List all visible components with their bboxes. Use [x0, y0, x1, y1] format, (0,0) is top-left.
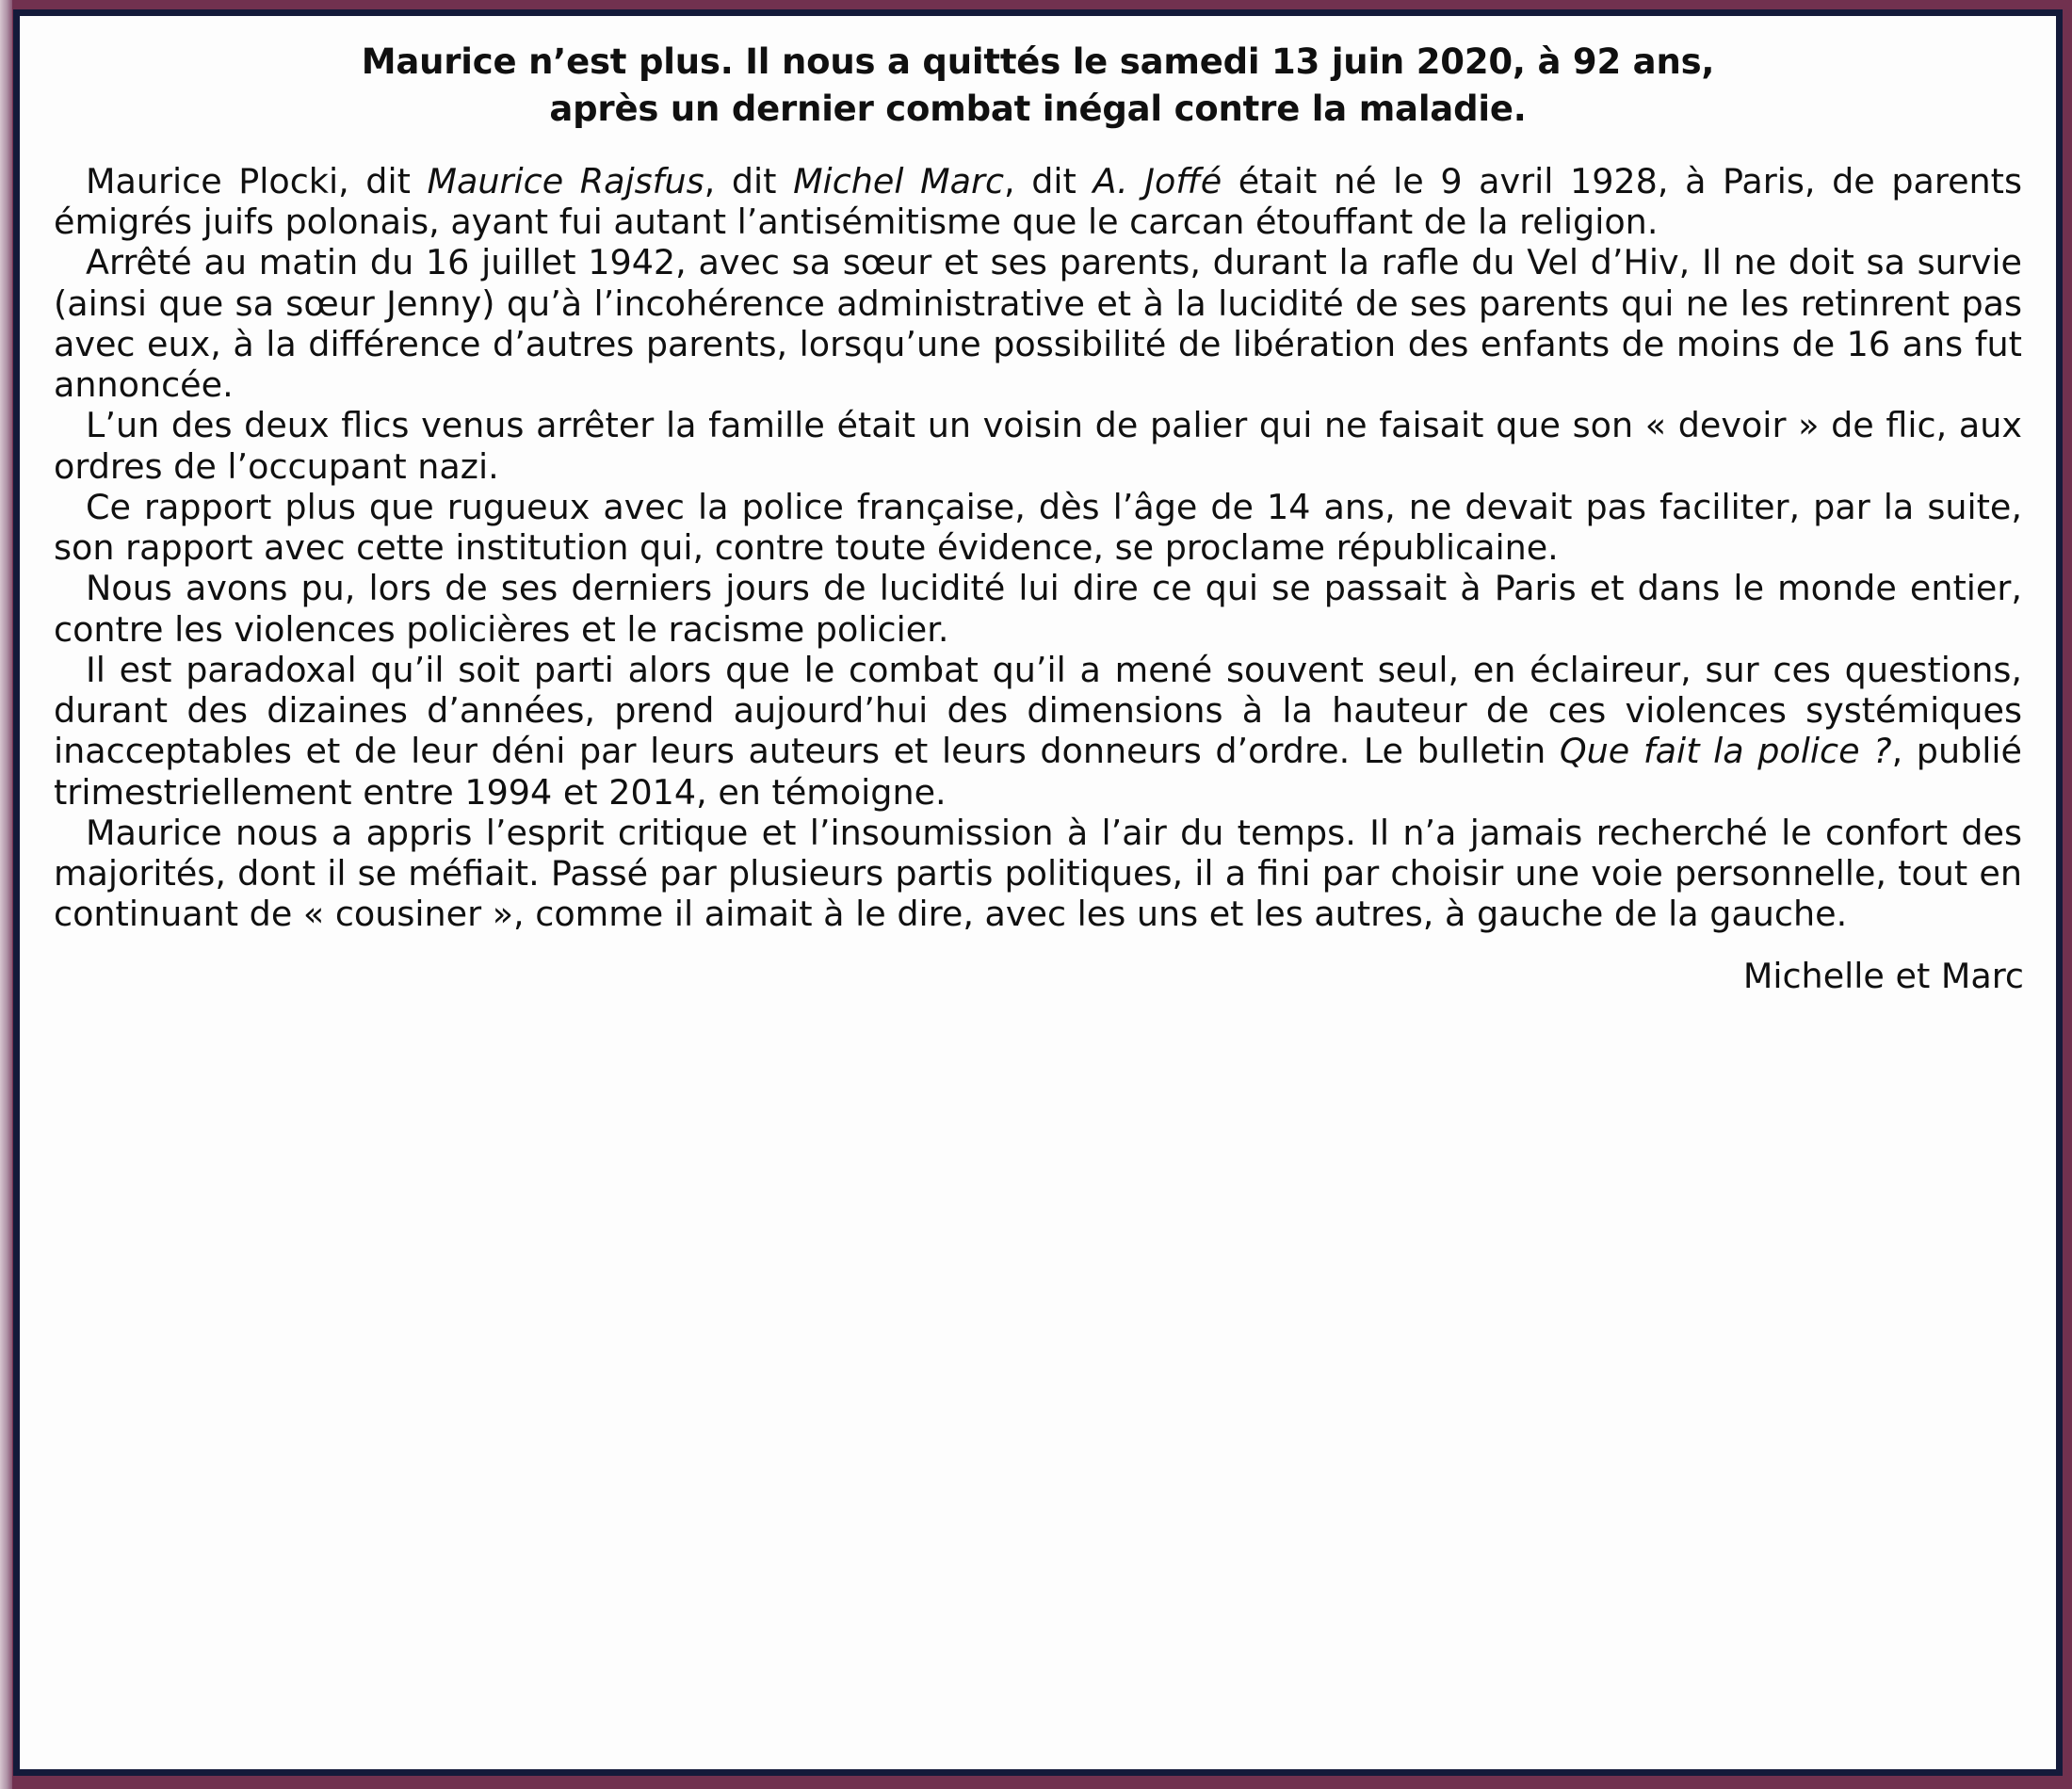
body-paragraph [54, 650, 2022, 813]
body-paragraph [54, 405, 2022, 487]
headline-line-1: Maurice n’est plus. Il nous a quittés le samedi 13 juin 2020, à 92 ans, [361, 41, 1715, 82]
emphasized-text: Michel Marc [793, 160, 1005, 201]
notice-body [54, 161, 2022, 935]
body-text-run: était né le 9 avril 1928, à Paris, de parents émigrés juifs polonais, ayant fui autant l’antisémitisme que le carcan étouffant de la religion. [54, 160, 2023, 243]
body-text-run: L’un des deux flics venus arrêter la famille était un voisin de palier qui ne faisait que son « devoir » de flic, aux ordres de l’occupant nazi. [54, 405, 2022, 487]
body-paragraph [54, 487, 2022, 569]
notice-content [48, 39, 2028, 1765]
scan-edge-artifact [0, 0, 12, 1789]
body-text-run: , dit [1004, 160, 1093, 201]
emphasized-text: A. Joffé [1093, 160, 1222, 201]
body-text-run: Nous avons pu, lors de ses derniers jours de lucidité lui dire ce qui se passait à Paris et dans le monde entier, contre les violences policières et le racisme policier. [54, 568, 2022, 650]
notice-signature: Michelle et Marc [1742, 955, 2024, 996]
emphasized-text: Que fait la police ? [1559, 731, 1892, 772]
body-paragraph [54, 242, 2022, 405]
body-text-run: Arrêté au matin du 16 juillet 1942, avec sa sœur et ses parents, durant la rafle du Vel d’Hiv, Il ne doit sa survie (ainsi que sa sœur Jenny) qu’à l’incohérence administrative et à la lucidité de ses parents qui ne les retinrent pas avec eux, à la différence d’autres parents, lorsqu’une possibilité de libération des enfants de moins de 16 ans fut annoncée. [54, 242, 2022, 406]
body-paragraph [54, 568, 2022, 650]
body-text-run: Maurice nous a appris l’esprit critique et l’insoumission à l’air du temps. Il n’a jamais recherché le confort des majorités, dont il se méfiait. Passé par plusieurs partis politiques, il a fini par choisir une voie personnelle, tout en continuant de « cousiner », comme il aimait à le dire, avec les uns et les autres, à gauche de la gauche. [54, 812, 2022, 935]
emphasized-text: Maurice Rajsfus [427, 160, 704, 201]
body-text-run: Ce rapport plus que rugueux avec la police française, dès l’âge de 14 ans, ne devait pas faciliter, par la suite, son rapport avec cette institution qui, contre toute évidence, se proclame républicaine. [54, 486, 2022, 569]
body-paragraph [54, 813, 2022, 935]
body-paragraph [54, 161, 2022, 243]
body-text-run: , publié trimestriellement entre 1994 et 2014, en témoigne. [54, 731, 2022, 813]
headline-line-2: après un dernier combat inégal contre la maladie. [549, 88, 1527, 129]
body-text-run: Maurice Plocki, dit [86, 160, 428, 201]
body-text-run: Il est paradoxal qu’il soit parti alors que le combat qu’il a mené souvent seul, en éclaireur, sur ces questions, durant des dizaines d’années, prend aujourd’hui des dimensions à la hauteur de ces violences systémiques inacceptables et de leur déni par leurs auteurs et leurs donneurs d’ordre. Le bulletin [54, 649, 2022, 772]
body-text-run: , dit [704, 160, 794, 201]
obituary-notice-frame [13, 9, 2063, 1776]
notice-headline [86, 39, 1990, 133]
